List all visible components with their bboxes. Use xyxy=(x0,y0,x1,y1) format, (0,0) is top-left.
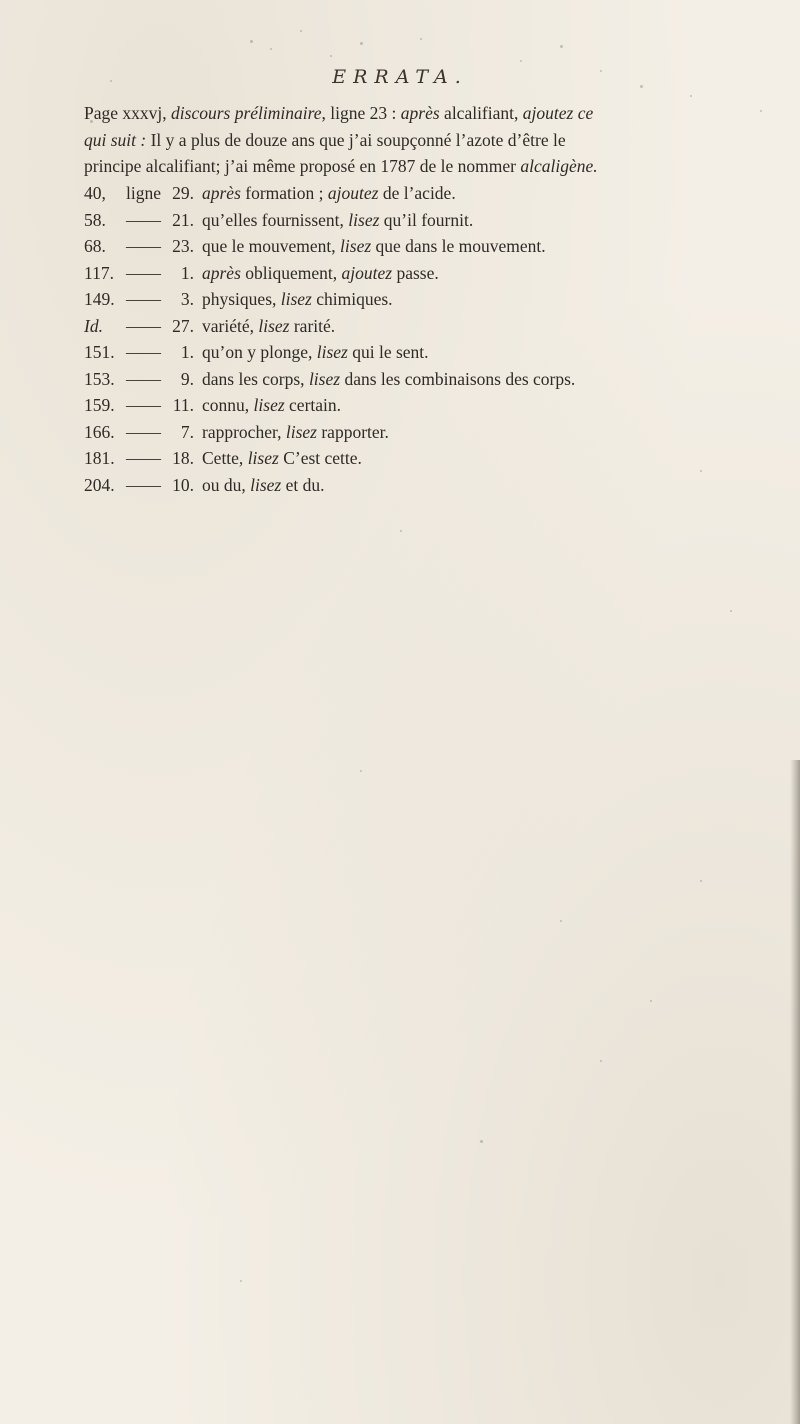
entry-correction xyxy=(202,339,429,366)
correction-text: qu’on y plonge, xyxy=(202,342,317,362)
errata-entry xyxy=(84,233,784,260)
paper-speck xyxy=(560,45,563,48)
correction-text: rarité. xyxy=(289,315,336,336)
entry-page-number: 58. xyxy=(84,209,106,230)
entry-line-marker: —— xyxy=(126,448,161,468)
preamble-line-1 xyxy=(84,100,784,127)
preamble-work: discours préliminaire xyxy=(171,103,322,123)
entry-line-number: 7. xyxy=(180,421,194,442)
preamble-line-3 xyxy=(84,153,784,180)
errata-entry xyxy=(84,260,784,287)
errata-entry xyxy=(84,392,784,419)
correction-keyword: lisez xyxy=(280,289,312,309)
correction-text: connu, xyxy=(202,395,254,415)
entry-line-marker: ligne xyxy=(126,183,161,203)
entry-page-number: 159. xyxy=(84,395,115,415)
paper-speck xyxy=(90,120,93,123)
preamble-tail: ce xyxy=(573,103,594,123)
entry-page-number: 153. xyxy=(84,368,115,389)
entry-line-marker: —— xyxy=(126,421,161,442)
preamble-line-2-text: Il y a plus de douze ans que j’ai soupçonné l’azote d’être le xyxy=(146,129,566,150)
entry-correction xyxy=(202,260,439,287)
paper-speck xyxy=(600,1060,602,1062)
entry-line-marker: —— xyxy=(126,209,161,230)
preamble-prefix: Page xxxvj, xyxy=(84,103,172,123)
correction-text: obliquement, xyxy=(240,262,342,283)
correction-text: physiques, xyxy=(202,289,281,309)
correction-keyword: après xyxy=(202,183,241,203)
preamble-qui-suit: qui suit : xyxy=(84,129,147,150)
correction-text: passe. xyxy=(392,262,439,283)
entry-page-number: 68. xyxy=(84,236,106,256)
entry-line-marker: —— xyxy=(126,262,161,283)
entry-correction xyxy=(202,313,335,340)
correction-keyword: après xyxy=(202,262,241,283)
preamble-term: alcaligène. xyxy=(520,156,598,176)
entry-correction xyxy=(202,233,546,260)
entry-correction xyxy=(202,472,325,499)
paper-speck xyxy=(420,38,422,40)
preamble-line-2 xyxy=(84,127,784,154)
correction-text: qu’il fournit. xyxy=(379,209,474,230)
entry-correction xyxy=(202,286,393,313)
correction-keyword: ajoutez xyxy=(341,262,393,283)
errata-entry xyxy=(84,180,784,207)
errata-list xyxy=(84,180,784,498)
correction-text: rapprocher, xyxy=(202,421,286,442)
paper-speck xyxy=(600,70,602,72)
correction-keyword: lisez xyxy=(340,236,372,256)
entry-page-number: 117. xyxy=(84,262,114,283)
correction-keyword: lisez xyxy=(316,342,348,362)
paper-speck xyxy=(240,1280,242,1282)
correction-text: dans les combinaisons des corps. xyxy=(340,368,576,389)
preamble-line-3-text: principe alcalifiant; j’ai même proposé en 1787 de le nommer xyxy=(84,156,521,176)
paper-speck xyxy=(270,48,272,50)
paper-speck xyxy=(400,530,402,532)
paper-speck xyxy=(360,770,362,772)
correction-text: de l’acide. xyxy=(378,183,456,203)
correction-keyword: ajoutez xyxy=(327,183,379,203)
correction-text: C’est cette. xyxy=(278,448,362,468)
entry-correction xyxy=(202,419,389,446)
entry-line-number: 18. xyxy=(172,448,194,468)
correction-keyword: lisez xyxy=(253,395,285,415)
entry-line-number: 27. xyxy=(172,315,194,336)
paper-speck xyxy=(700,880,702,882)
errata-entry xyxy=(84,313,784,340)
correction-keyword: lisez xyxy=(250,474,282,495)
entry-line-number: 29. xyxy=(172,183,194,203)
errata-entry xyxy=(84,207,784,234)
errata-preamble xyxy=(84,100,784,180)
paper-speck xyxy=(250,40,253,43)
paper-speck xyxy=(560,920,562,922)
paper-speck xyxy=(690,95,692,97)
correction-text: rapporter. xyxy=(316,421,389,442)
errata-entry xyxy=(84,366,784,393)
entry-line-marker: —— xyxy=(126,315,161,336)
entry-line-number: 3. xyxy=(180,289,194,309)
entry-page-number: 149. xyxy=(84,289,115,309)
paper-speck xyxy=(110,80,112,82)
entry-correction xyxy=(202,207,473,234)
paper-speck xyxy=(760,110,762,112)
entry-line-marker: —— xyxy=(126,342,161,362)
correction-text: chimiques. xyxy=(311,289,393,309)
entry-line-number: 1. xyxy=(180,342,194,362)
correction-text: qui le sent. xyxy=(347,342,429,362)
correction-text: dans les corps, xyxy=(202,368,309,389)
paper-speck xyxy=(360,42,363,45)
entry-page-number: Id. xyxy=(84,315,103,336)
correction-text: et du. xyxy=(281,474,325,495)
entry-line-marker: —— xyxy=(126,289,161,309)
paper-speck xyxy=(90,330,92,332)
correction-keyword: lisez xyxy=(308,368,341,389)
correction-text: variété, xyxy=(202,315,259,336)
entry-line-number: 23. xyxy=(172,236,194,256)
preamble-word: alcalifiant, xyxy=(439,103,523,123)
preamble-ajoutez: ajoutez xyxy=(522,103,574,123)
correction-keyword: lisez xyxy=(247,448,279,468)
paper-speck xyxy=(520,60,522,62)
entry-page-number: 204. xyxy=(84,474,115,495)
correction-text: que le mouvement, xyxy=(202,236,341,256)
entry-line-marker: —— xyxy=(126,236,161,256)
entry-line-number: 1. xyxy=(180,262,194,283)
errata-entry xyxy=(84,286,784,313)
entry-page-number: 181. xyxy=(84,448,115,468)
paper-speck xyxy=(730,610,732,612)
correction-text: Cette, xyxy=(202,448,248,468)
correction-text: certain. xyxy=(284,395,342,415)
entry-page-number: 166. xyxy=(84,421,115,442)
entry-line-number: 21. xyxy=(172,209,194,230)
entry-line-marker: —— xyxy=(126,474,161,495)
entry-correction xyxy=(202,180,456,207)
entry-line-number: 10. xyxy=(172,474,194,495)
page-edge-shadow xyxy=(790,760,800,1424)
entry-correction xyxy=(202,366,575,393)
paper-speck xyxy=(480,1140,483,1143)
entry-page-number: 40, xyxy=(84,183,106,203)
preamble-mid: , ligne 23 : xyxy=(321,103,401,123)
correction-text: que dans le mouvement. xyxy=(371,236,546,256)
entry-page-number: 151. xyxy=(84,342,115,362)
paper-speck xyxy=(330,55,332,57)
entry-line-marker: —— xyxy=(126,395,161,415)
correction-keyword: lisez xyxy=(258,315,290,336)
paper-speck xyxy=(300,30,302,32)
correction-keyword: lisez xyxy=(285,421,317,442)
correction-text: qu’elles fournissent, xyxy=(202,209,349,230)
errata-title: ERRATA. xyxy=(332,66,468,88)
correction-text: formation ; xyxy=(240,183,328,203)
paper-speck xyxy=(700,470,702,472)
paper-speck xyxy=(650,1000,652,1002)
paper-speck xyxy=(640,85,643,88)
entry-line-number: 9. xyxy=(180,368,194,389)
entry-correction xyxy=(202,392,341,419)
entry-line-number: 11. xyxy=(172,395,194,415)
errata-entry xyxy=(84,419,784,446)
errata-entry xyxy=(84,445,784,472)
errata-entry xyxy=(84,472,784,499)
errata-entry xyxy=(84,339,784,366)
correction-text: ou du, xyxy=(202,474,251,495)
entry-line-marker: —— xyxy=(126,368,161,389)
entry-correction xyxy=(202,445,362,472)
preamble-apres: après xyxy=(400,103,440,123)
correction-keyword: lisez xyxy=(348,209,380,230)
